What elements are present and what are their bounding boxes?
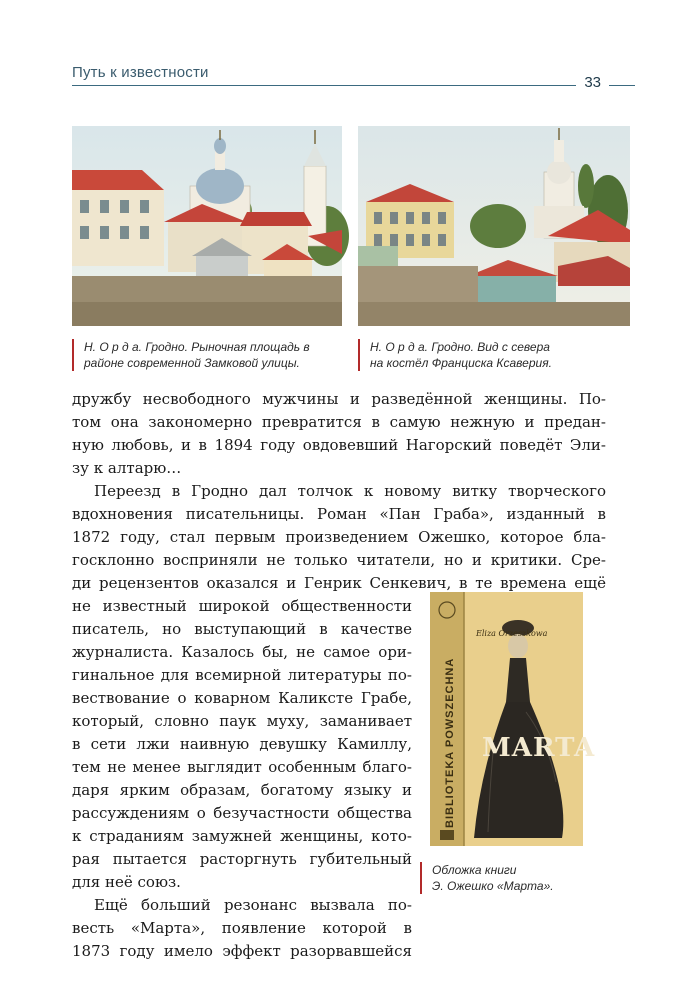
text-line: дружбу несвободного мужчины и разведённой женщины. По- <box>72 390 606 408</box>
body-text-full-width <box>72 388 606 595</box>
page-number: 33 <box>576 74 609 91</box>
text-line: госклонно восприняли не только читатели, но и критики. Сре- <box>72 551 606 569</box>
text-line: зу к алтарю… <box>72 459 182 477</box>
text-line: вдохновения писательницы. Роман «Пан Граба», изданный в <box>72 505 606 523</box>
text-line: в сети лжи наивную девушку Камиллу, <box>72 735 412 753</box>
text-line: к страданиям замужней женщины, кото- <box>72 827 412 845</box>
text-line: рая пытается расторгнуть губительный <box>72 850 412 868</box>
text-line: 1872 году, стал первым произведением Ожешко, которое бла- <box>72 528 606 546</box>
painting-church-view-icon <box>358 126 630 326</box>
text-line: вествование о коварном Каликсте Грабе, <box>72 689 412 707</box>
text-line: гинальное для всемирной литературы по- <box>72 666 412 684</box>
text-line: писатель, но выступающий в качестве <box>72 620 412 638</box>
text-line: Переезд в Гродно дал толчок к новому витку творческого <box>94 482 606 500</box>
running-header <box>72 64 635 90</box>
caption-line: Н. О р д а. Гродно. Вид с севера <box>370 340 550 354</box>
header-rule <box>72 85 635 86</box>
text-line: для неё союз. <box>72 873 181 891</box>
cover-title-text: MARTA <box>482 733 596 763</box>
body-text-narrow <box>72 595 412 963</box>
text-line: ди рецензентов оказался и Генрик Сенкевич, в те времена ещё <box>72 574 606 592</box>
caption-line: Э. Ожешко «Марта». <box>432 879 554 893</box>
figure-caption-church-view <box>358 339 552 371</box>
text-line: Ещё больший резонанс вызвала по- <box>94 896 412 914</box>
chapter-title: Путь к известности <box>72 64 209 81</box>
text-line: который, словно паук муху, заманивает <box>72 712 412 730</box>
text-line: 1873 году имело эффект разорвавшейся <box>72 942 412 960</box>
book-cover-marta-icon <box>430 592 596 846</box>
figure-caption-book-cover <box>420 862 554 894</box>
caption-line: районе современной Замковой улицы. <box>84 356 300 370</box>
text-line: не известный широкой общественности <box>72 597 412 615</box>
cover-series-text: BIBLIOTEKA POWSZECHNA <box>444 657 456 828</box>
text-line: тем не менее выглядит особенным благо- <box>72 758 412 776</box>
caption-line: Н. О р д а. Гродно. Рыночная площадь в <box>84 340 310 354</box>
text-line: даря ярким образам, богатому языку и <box>72 781 412 799</box>
text-line: журналиста. Казалось бы, не самое ори- <box>72 643 412 661</box>
figure-caption-market-square <box>72 339 310 371</box>
painting-market-square-icon <box>72 126 342 326</box>
text-line: весть «Марта», появление которой в <box>72 919 412 937</box>
caption-line: Обложка книги <box>432 863 517 877</box>
cover-author-text: Eliza Orzeszkowa <box>476 629 548 638</box>
text-line: рассуждениям о безучастности общества <box>72 804 412 822</box>
caption-line: на костёл Франциска Ксаверия. <box>370 356 552 370</box>
text-line: ную любовь, и в 1894 году овдовевший Нагорский поведёт Эли- <box>72 436 606 454</box>
text-line: том она закономерно превратится в самую нежную и предан- <box>72 413 606 431</box>
